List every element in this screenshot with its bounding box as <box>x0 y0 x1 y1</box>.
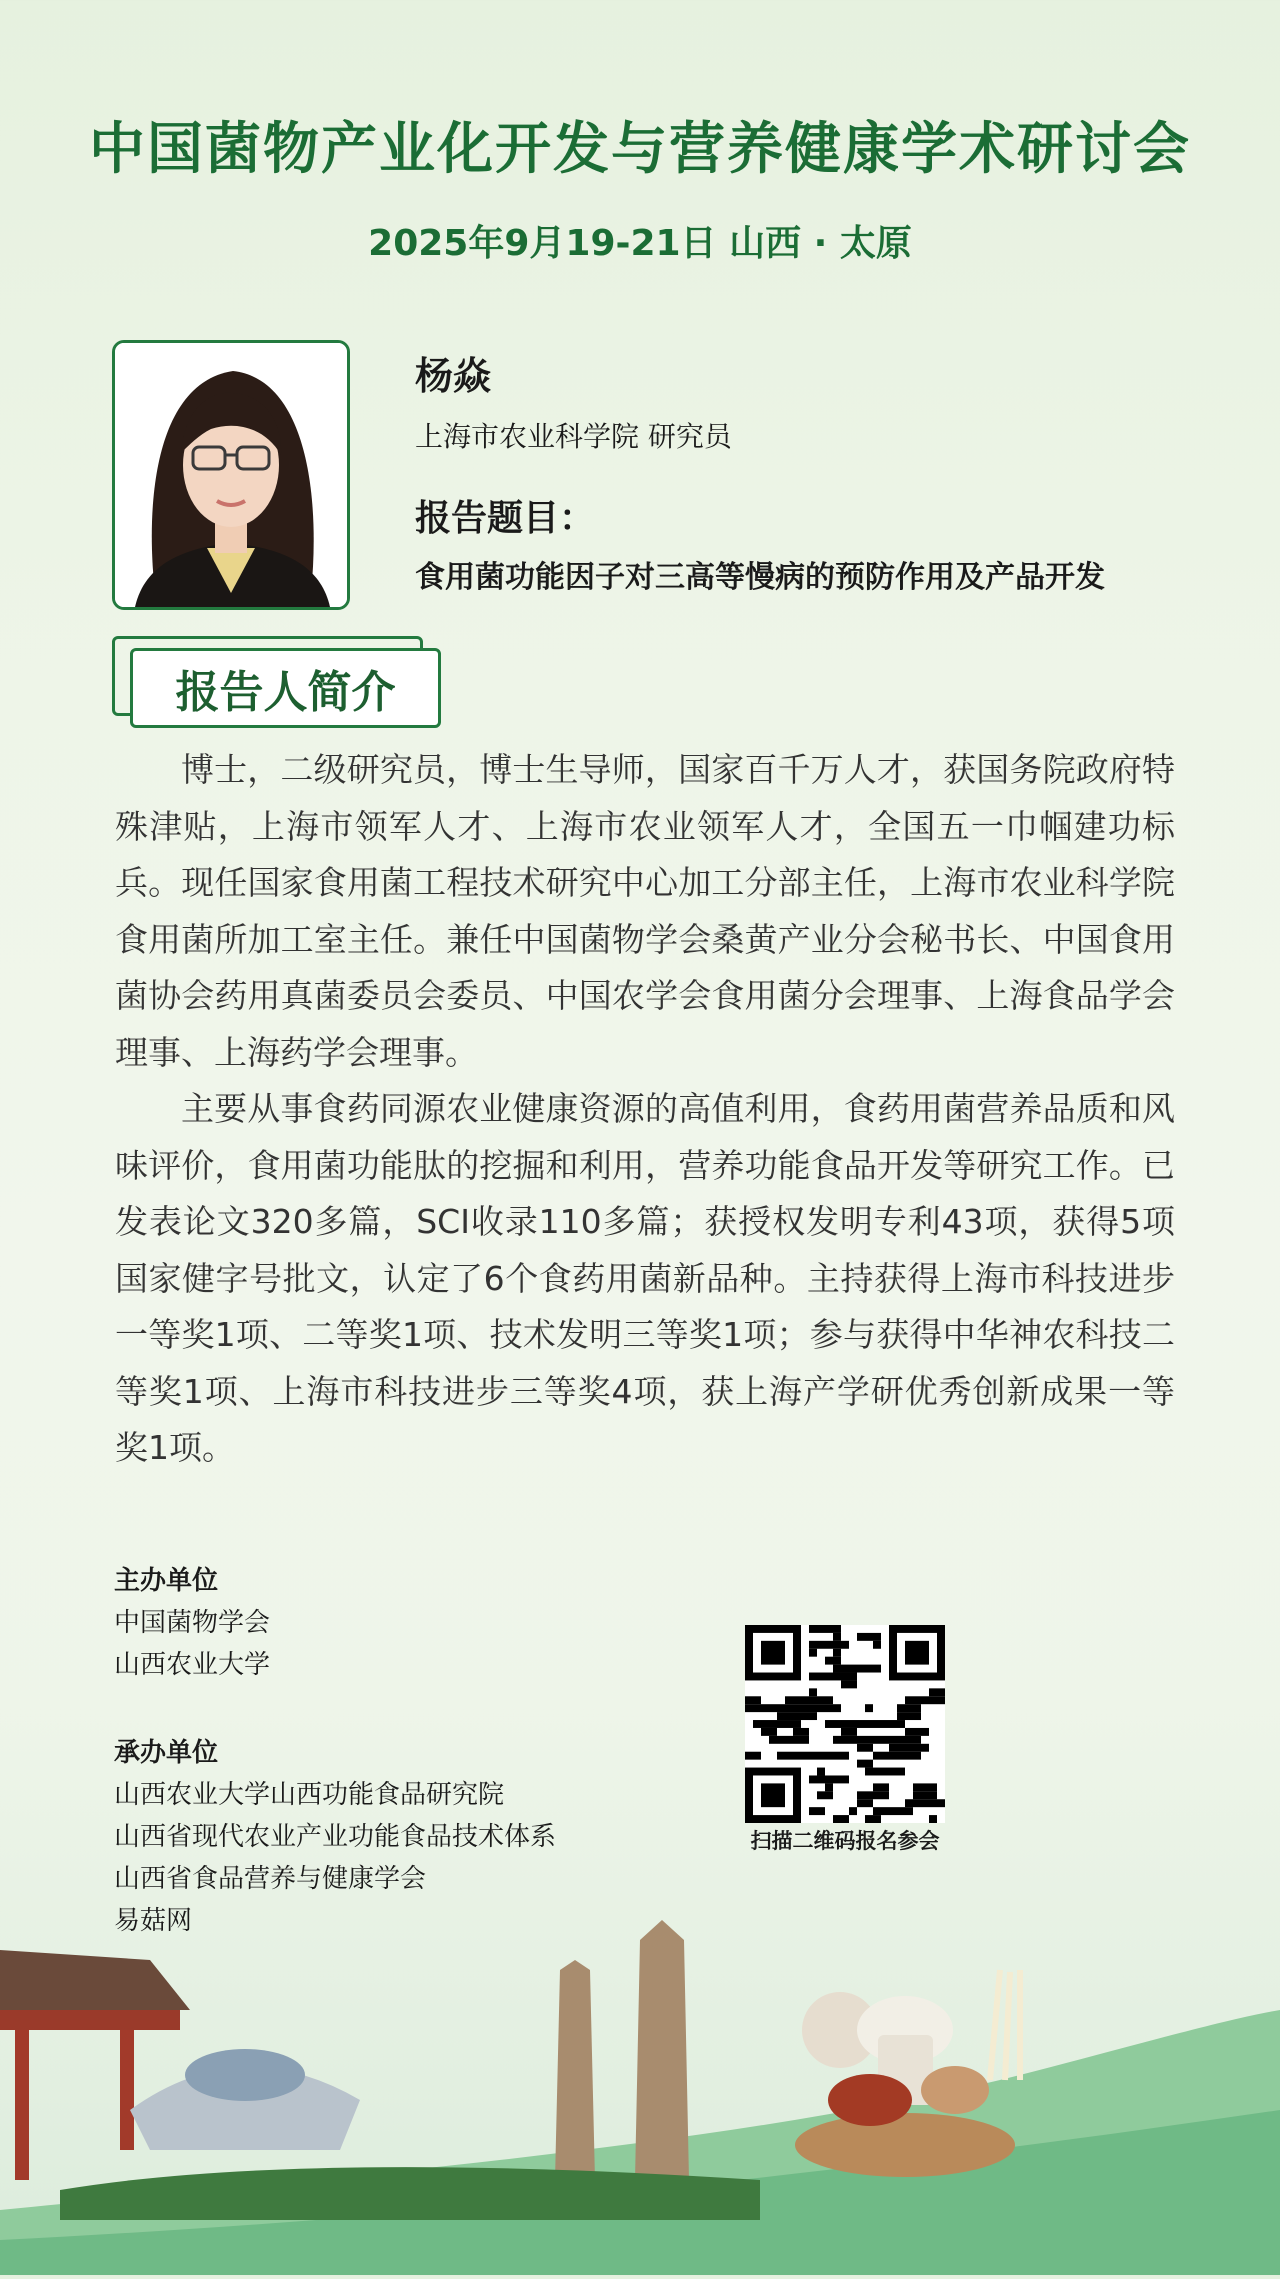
host-item: 中国菌物学会 <box>114 1608 271 1638</box>
section-heading: 报告人简介 <box>130 648 441 728</box>
landmark-scene <box>0 1880 1280 2275</box>
co-organizer-item: 易菇网 <box>114 1906 193 1936</box>
co-organizer-item: 山西省食品营养与健康学会 <box>114 1864 427 1894</box>
host-item: 山西农业大学 <box>114 1650 271 1680</box>
qr-code[interactable] <box>745 1625 945 1823</box>
speaker-affiliation: 上海市农业科学院 研究员 <box>415 420 732 453</box>
speaker-name: 杨焱 <box>415 354 492 398</box>
host-label: 主办单位 <box>114 1566 219 1596</box>
speaker-bio <box>115 742 1175 1477</box>
co-organizer-item: 山西农业大学山西功能食品研究院 <box>114 1780 505 1810</box>
bio-paragraph-2: 主要从事食药同源农业健康资源的高值利用，食药用菌营养品质和风味评价，食用菌功能肽的挖掘和利用，营养功能食品开发等研究工作。已发表论文320多篇，SCI收录110多篇；获授权发明专利43项，获得5项国家健字号批文，认定了6个食药用菌新品种。主持获得上海市科技进步一等奖1项、二等奖1项、技术发明三等奖1项；参与获得中华神农科技二等奖1项、上海市科技进步三等奖4项，获上海产学研优秀创新成果一等奖1项。 <box>115 1089 1175 1467</box>
bio-paragraph-1: 博士，二级研究员，博士生导师，国家百千万人才，获国务院政府特殊津贴，上海市领军人才、上海市农业领军人才，全国五一巾帼建功标兵。现任国家食用菌工程技术研究中心加工分部主任，上海市农业科学院食用菌所加工室主任。兼任中国菌物学会桑黄产业分会秘书长、中国食用菌协会药用真菌委员会委员、中国农学会食用菌分会理事、上海食品学会理事、上海药学会理事。 <box>115 750 1175 1072</box>
qr-caption: 扫描二维码报名参会 <box>750 1829 940 1853</box>
co-organizer-item: 山西省现代农业产业功能食品技术体系 <box>114 1822 557 1852</box>
conference-date: 2025年9月19-21日 山西 · 太原 <box>368 223 912 264</box>
report-title: 食用菌功能因子对三高等慢病的预防作用及产品开发 <box>415 560 1105 595</box>
speaker-portrait <box>112 340 350 610</box>
conference-title: 中国菌物产业化开发与营养健康学术研讨会 <box>89 117 1191 182</box>
report-label: 报告题目： <box>415 498 596 539</box>
co-organizer-label: 承办单位 <box>114 1738 219 1768</box>
